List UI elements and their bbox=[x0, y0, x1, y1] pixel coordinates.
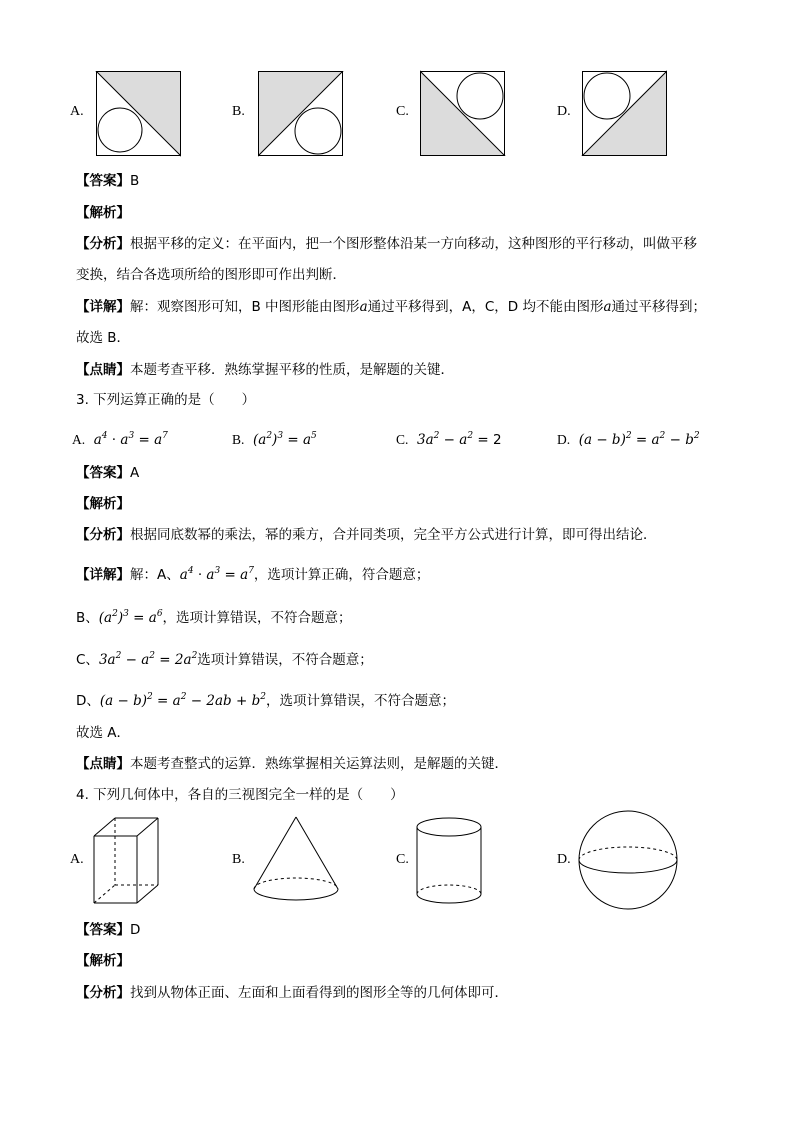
q3-option-d: D. $(a - b)^2 = a^2 - b^2$ bbox=[557, 431, 700, 448]
option-label: D. bbox=[557, 432, 571, 447]
answer-value: B bbox=[130, 173, 140, 189]
q4-stem: 4. 下列几何体中，各自的三视图完全一样的是（ ） bbox=[76, 787, 404, 803]
alpha-symbol: a bbox=[603, 299, 612, 315]
cone-figure bbox=[252, 816, 342, 906]
fenxi-tag: 【分析】 bbox=[76, 985, 130, 1001]
xiangjie-text-c: 通过平移得到； bbox=[611, 299, 707, 315]
q3-stem: 3. 下列运算正确的是（ ） bbox=[76, 392, 256, 408]
fenxi-tag: 【分析】 bbox=[76, 236, 130, 252]
q2-xiangjie-line1 bbox=[76, 299, 706, 315]
q2-figure-a bbox=[96, 71, 182, 157]
q3-fenxi bbox=[76, 527, 657, 543]
q3-option-a: A. $a^4 \cdot a^3 = a^7$ bbox=[72, 431, 168, 448]
q3-jiexi-heading: 【解析】 bbox=[76, 496, 130, 512]
option-label: C. bbox=[396, 432, 409, 447]
triangular-prism-figure bbox=[92, 816, 162, 906]
alpha-symbol: a bbox=[359, 299, 368, 315]
xiangjie-tag: 【详解】 bbox=[76, 299, 130, 315]
item-prefix: B、 bbox=[76, 610, 99, 626]
q2-fenxi-line1 bbox=[76, 236, 697, 252]
q3-option-c: C. $3a^2 - a^2 = 2$ bbox=[396, 431, 502, 448]
fenxi-text: 根据同底数幂的乘法，幂的乘方，合并同类项，完全平方公式进行计算，即可得出结论． bbox=[130, 527, 657, 543]
xiangjie-suffix: ，选项计算正确，符合题意； bbox=[253, 567, 430, 583]
q4-option-b-label: B. bbox=[232, 852, 245, 867]
option-label: B. bbox=[232, 432, 245, 447]
q4-option-a-label: A. bbox=[70, 852, 84, 867]
q3-xiangjie-a: 【详解】解：A、$a^4 \cdot a^3 = a^7$，选项计算正确，符合题意； bbox=[76, 566, 430, 583]
q4-option-c-label: C. bbox=[396, 852, 409, 867]
fenxi-text: 根据平移的定义：在平面内，把一个图形整体沿某一方向移动，这种图形的平行移动，叫做平移 bbox=[130, 236, 697, 252]
q2-figure-b bbox=[258, 71, 344, 157]
q3-answer bbox=[76, 465, 139, 481]
item-suffix: 选项计算错误，不符合题意； bbox=[197, 652, 373, 668]
q3-conclusion: 故选 A． bbox=[76, 725, 131, 741]
item-prefix: C、 bbox=[76, 652, 99, 668]
q3-option-b: B. $(a^2)^3 = a^5$ bbox=[232, 431, 317, 448]
xiangjie-text-b: 通过平移得到，A，C，D 均不能由图形 bbox=[367, 299, 604, 315]
dianjing-text: 本题考查平移．熟练掌握平移的性质，是解题的关键． bbox=[130, 362, 454, 378]
xiangjie-tag: 【详解】 bbox=[76, 567, 130, 583]
q2-answer bbox=[76, 173, 139, 189]
q2-option-d-label: D. bbox=[557, 104, 571, 119]
q2-option-a-label: A. bbox=[70, 104, 84, 119]
sphere-figure bbox=[578, 815, 680, 907]
answer-value: D bbox=[130, 922, 141, 938]
q2-fenxi-line2: 变换，结合各选项所给的图形即可作出判断． bbox=[76, 267, 346, 283]
dianjing-tag: 【点睛】 bbox=[76, 756, 130, 772]
q2-figure-d bbox=[582, 71, 668, 157]
q2-dianjing bbox=[76, 362, 454, 378]
item-suffix: ，选项计算错误，不符合题意； bbox=[162, 610, 352, 626]
answer-tag: 【答案】 bbox=[76, 922, 130, 938]
item-suffix: ，选项计算错误，不符合题意； bbox=[265, 693, 455, 709]
q3-xiangjie-d: D、$(a - b)^2 = a^2 - 2ab + b^2$，选项计算错误，不符合题意； bbox=[76, 692, 455, 709]
q2-option-c-label: C. bbox=[396, 104, 409, 119]
q3-dianjing bbox=[76, 756, 508, 772]
q4-fenxi bbox=[76, 985, 508, 1001]
q2-xiangjie-line2: 故选 B． bbox=[76, 330, 131, 346]
xiangjie-prefix: 解：A、 bbox=[130, 567, 180, 583]
q4-jiexi-heading: 【解析】 bbox=[76, 953, 130, 969]
q4-option-d-label: D. bbox=[557, 852, 571, 867]
q3-xiangjie-b: B、$(a^2)^3 = a^6$，选项计算错误，不符合题意； bbox=[76, 609, 352, 626]
answer-tag: 【答案】 bbox=[76, 465, 130, 481]
fenxi-text: 找到从物体正面、左面和上面看得到的图形全等的几何体即可． bbox=[130, 985, 508, 1001]
q2-jiexi-heading: 【解析】 bbox=[76, 205, 130, 221]
xiangjie-text-a: 解：观察图形可知，B 中图形能由图形 bbox=[130, 299, 360, 315]
answer-value: A bbox=[130, 465, 140, 481]
q4-answer bbox=[76, 922, 140, 938]
answer-tag: 【答案】 bbox=[76, 173, 130, 189]
q2-option-b-label: B. bbox=[232, 104, 245, 119]
cylinder-figure bbox=[415, 816, 485, 906]
q2-figure-c bbox=[420, 71, 506, 157]
item-prefix: D、 bbox=[76, 693, 100, 709]
q3-xiangjie-c: C、$3a^2 - a^2 = 2a^2$选项计算错误，不符合题意； bbox=[76, 651, 373, 668]
dianjing-text: 本题考查整式的运算．熟练掌握相关运算法则，是解题的关键． bbox=[130, 756, 508, 772]
dianjing-tag: 【点睛】 bbox=[76, 362, 130, 378]
option-label: A. bbox=[72, 432, 86, 447]
fenxi-tag: 【分析】 bbox=[76, 527, 130, 543]
